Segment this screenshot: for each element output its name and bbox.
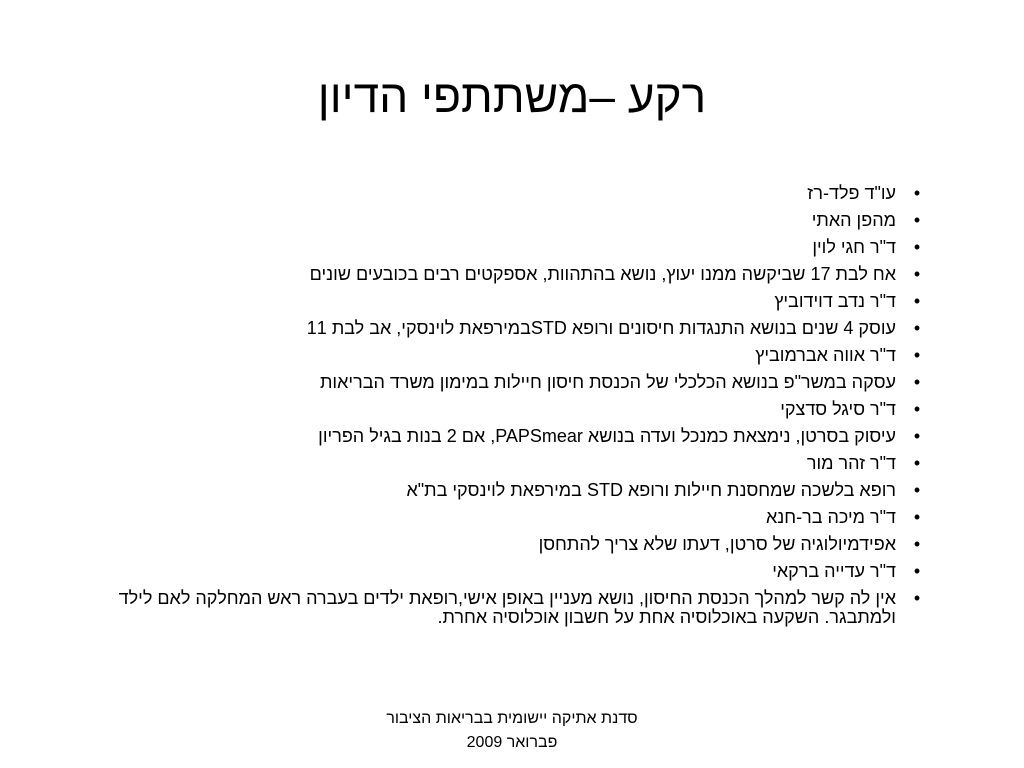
list-item bbox=[94, 531, 924, 558]
list-item bbox=[94, 288, 924, 315]
footer-title: סדנת אתיקה יישומית בבריאות הציבור bbox=[386, 710, 638, 727]
bullet-icon: • bbox=[913, 318, 921, 338]
list-item bbox=[94, 423, 924, 450]
list-item-text: אפידמיולוגיה של סרטן, דעתו שלא צריך להתחסן bbox=[538, 534, 896, 554]
list-item bbox=[94, 450, 924, 477]
list-item bbox=[94, 180, 924, 207]
bullet-icon: • bbox=[913, 210, 921, 230]
bullet-icon: • bbox=[913, 183, 921, 203]
bullet-icon: • bbox=[913, 561, 921, 581]
list-item-text: אח לבת 17 שביקשה ממנו יעוץ, נושא בהתהוות, אספקטים רבים בכובעים שונים bbox=[309, 264, 896, 284]
list-item-text: ד"ר עדייה ברקאי bbox=[772, 561, 896, 581]
footer-date: פברואר 2009 bbox=[466, 734, 558, 751]
slide-footer bbox=[0, 707, 1024, 755]
bullet-icon: • bbox=[913, 507, 921, 527]
list-item-text: עו"ד פלד-רז bbox=[807, 183, 896, 203]
list-item-text: ד"ר מיכה בר-חנא bbox=[765, 507, 896, 527]
list-item bbox=[94, 504, 924, 531]
bullet-list bbox=[94, 180, 924, 627]
bullet-icon: • bbox=[913, 480, 921, 500]
list-item bbox=[94, 207, 924, 234]
bullet-icon: • bbox=[913, 372, 921, 392]
list-item bbox=[94, 315, 924, 342]
list-item bbox=[94, 585, 924, 627]
list-item bbox=[94, 369, 924, 396]
list-item-text: ד"ר סיגל סדצקי bbox=[780, 399, 896, 419]
bullet-icon: • bbox=[913, 291, 921, 311]
list-item-text: ד"ר חגי לוין bbox=[812, 237, 896, 257]
list-item bbox=[94, 342, 924, 369]
list-item bbox=[94, 477, 924, 504]
bullet-icon: • bbox=[913, 237, 921, 257]
list-item-text: עוסק 4 שנים בנושא התנגדות חיסונים ורופא STDבמירפאת לוינסקי, אב לבת 11 bbox=[306, 318, 896, 338]
list-item bbox=[94, 396, 924, 423]
bullet-icon: • bbox=[913, 426, 921, 446]
list-item-text: מהפן האתי bbox=[811, 210, 896, 230]
bullet-icon: • bbox=[913, 264, 921, 284]
bullet-icon: • bbox=[913, 399, 921, 419]
list-item bbox=[94, 261, 924, 288]
list-item-text: ד"ר אווה אברמוביץ bbox=[755, 345, 896, 365]
list-item-text: רופא בלשכה שמחסנת חיילות ורופא STD במירפאת לוינסקי בת"א bbox=[406, 480, 896, 500]
list-item-text: עיסוק בסרטן, נימצאת כמנכל ועדה בנושא PAPSmear, אם 2 בנות בגיל הפריון bbox=[318, 426, 896, 446]
bullet-icon: • bbox=[913, 453, 921, 473]
slide-title: רקע –משתתפי הדיון bbox=[317, 70, 707, 122]
list-item-text: אין לה קשר למהלך הכנסת החיסון, נושא מעניין באופן אישי,רופאת ילדים בעברה ראש המחלקה לאם לילד ולמתבגר. השקעה באוכלוסיה אחת על חשבון אוכלוסיה אחרת. bbox=[118, 588, 896, 627]
list-item-text: ד"ר נדב דוידוביץ bbox=[774, 291, 896, 311]
list-item-text: ד"ר זהר מור bbox=[806, 453, 896, 473]
list-item bbox=[94, 234, 924, 261]
bullet-icon: • bbox=[913, 588, 921, 608]
list-item bbox=[94, 558, 924, 585]
bullet-icon: • bbox=[913, 345, 921, 365]
list-item-text: עסקה במשר"פ בנושא הכלכלי של הכנסת חיסון חיילות במימון משרד הבריאות bbox=[320, 372, 896, 392]
bullet-icon: • bbox=[913, 534, 921, 554]
